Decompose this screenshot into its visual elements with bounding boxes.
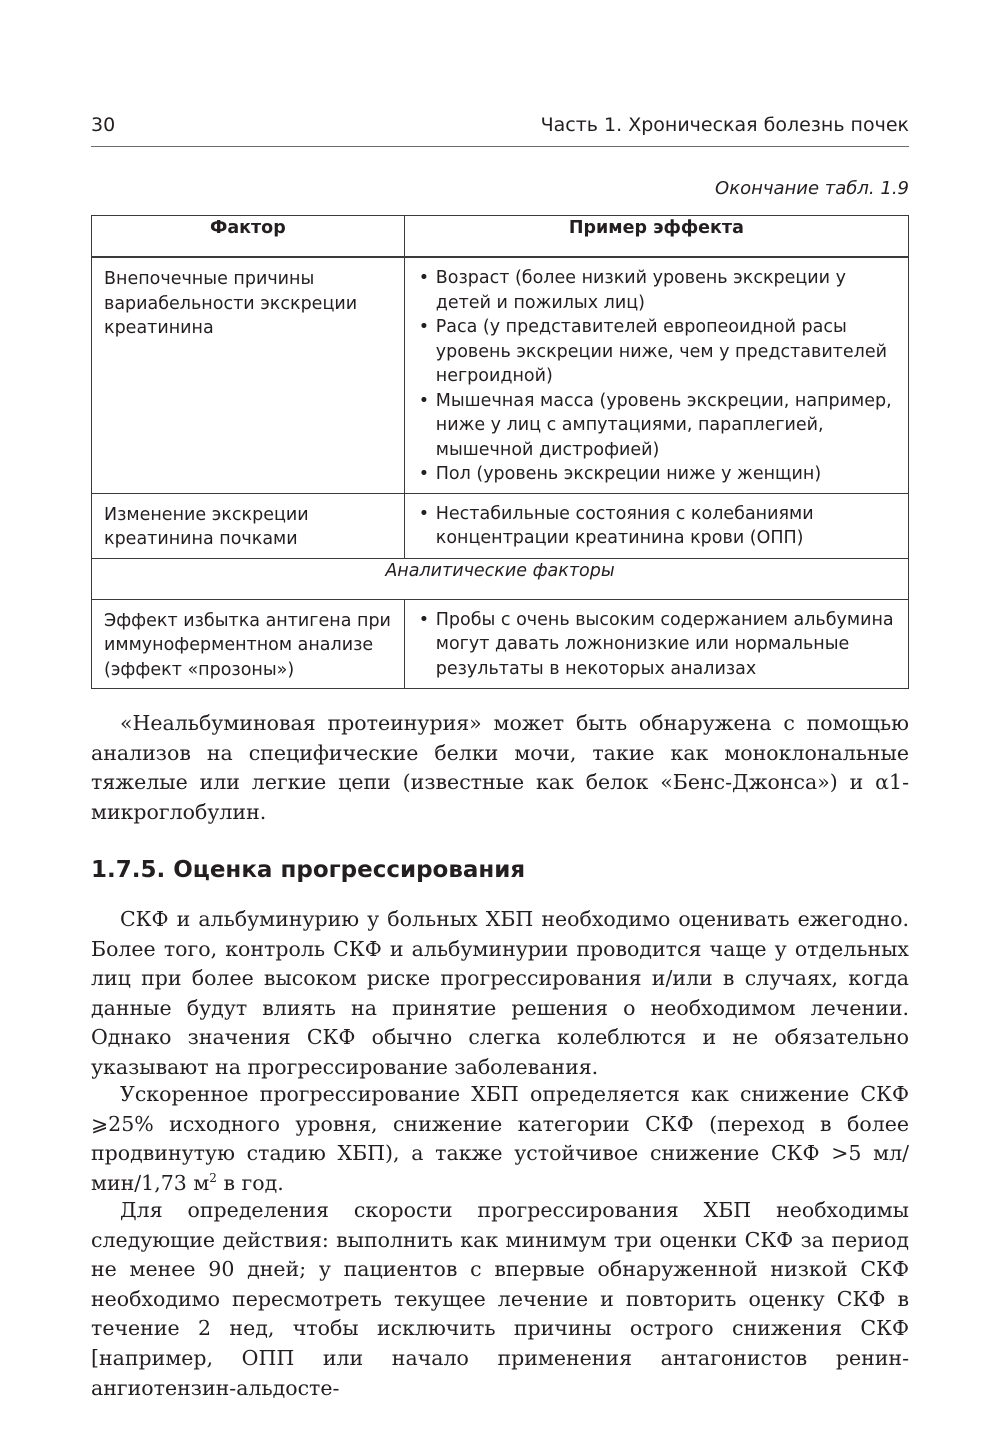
factor-cell: Внепочечные причины вариабельности экскреции креатинина [92, 257, 405, 493]
table-caption: Окончание табл. 1.9 [715, 178, 909, 199]
paragraph-assessment: СКФ и альбуминурию у больных ХБП необходимо оценивать ежегодно. Более того, контроль СКФ и альбуминурии проводится чаще у отдельных лиц при более высоком риске прогрессирования и/или в случаях, когда данные будут влиять на принятие решения о необходимом лечении. Однако значения СКФ обычно слегка колеблются и не обязательно указывают на прогрессирование заболевания. [91, 907, 909, 1079]
factor-cell: Эффект избытка антигена при иммуноферментном анализе (эффект «прозоны») [92, 599, 405, 689]
table-row [92, 493, 909, 558]
effect-item: • Нестабильные состояния с колебаниями концентрации креатинина крови (ОПП) [419, 502, 900, 551]
superscript: 2 [209, 1170, 217, 1185]
effect-item: • Возраст (более низкий уровень экскреции у детей и пожилых лиц) [419, 266, 900, 315]
page-number: 30 [91, 114, 116, 136]
table-row [92, 599, 909, 689]
effect-item: • Раса (у представителей европеоидной расы уровень экскреции ниже, чем у представителей негроидной) [419, 315, 900, 389]
effect-list [419, 502, 900, 551]
running-header-title: Часть 1. Хроническая болезнь почек [540, 114, 909, 136]
table-row [92, 257, 909, 493]
table-section-row [92, 558, 909, 599]
paragraph-accelerated-progression [91, 1080, 909, 1198]
effect-item: • Пробы с очень высоким содержанием альбумина могут давать ложнонизкие или нормальные результаты в некоторых анализах [419, 608, 900, 682]
effect-cell [404, 493, 908, 558]
section-heading: 1.7.5. Оценка прогрессирования [91, 857, 526, 883]
table-header-row [92, 216, 909, 258]
factor-table [91, 215, 909, 689]
factor-cell: Изменение экскреции креатинина почками [92, 493, 405, 558]
section-label: Аналитические факторы [92, 558, 909, 599]
column-header-effect: Пример эффекта [404, 216, 908, 258]
effect-item: • Пол (уровень экскреции ниже у женщин) [419, 462, 900, 487]
effect-item: • Мышечная масса (уровень экскреции, например, ниже у лиц с ампутациями, параплегией, мышечной дистрофией) [419, 389, 900, 463]
paragraph-nonalbumin-proteinuria: «Неальбуминовая протеинурия» может быть обнаружена с помощью анализов на специфические белки мочи, такие как моноклональные тяжелые или легкие цепи (известные как белок «Бенс-Джонса») и α1-микроглобулин. [91, 711, 909, 824]
paragraph-progression-rate: Для определения скорости прогрессирования ХБП необходимы следующие действия: выполнить как минимум три оценки СКФ за период не менее 90 дней; у пациентов с впервые обнаруженной низкой СКФ необходимо пересмотреть текущее лечение и повторить оценку СКФ в течение 2 нед, чтобы исключить причины острого снижения СКФ [например, ОПП или начало применения антагонистов ренин-ангиотензин-альдосте- [91, 1198, 909, 1400]
effect-list [419, 608, 900, 682]
effect-cell [404, 257, 908, 493]
paragraph-text-tail: в год. [216, 1170, 284, 1195]
paragraph-text: Ускоренное прогрессирование ХБП определяется как снижение СКФ ⩾25% исходного уровня, снижение категории СКФ (переход в более продвинутую стадию ХБП), а также устойчивое снижение СКФ >5 мл/мин/1,73 м [91, 1082, 909, 1195]
effect-cell [404, 599, 908, 689]
running-header [91, 112, 909, 147]
effect-list [419, 266, 900, 487]
column-header-factor: Фактор [92, 216, 405, 258]
